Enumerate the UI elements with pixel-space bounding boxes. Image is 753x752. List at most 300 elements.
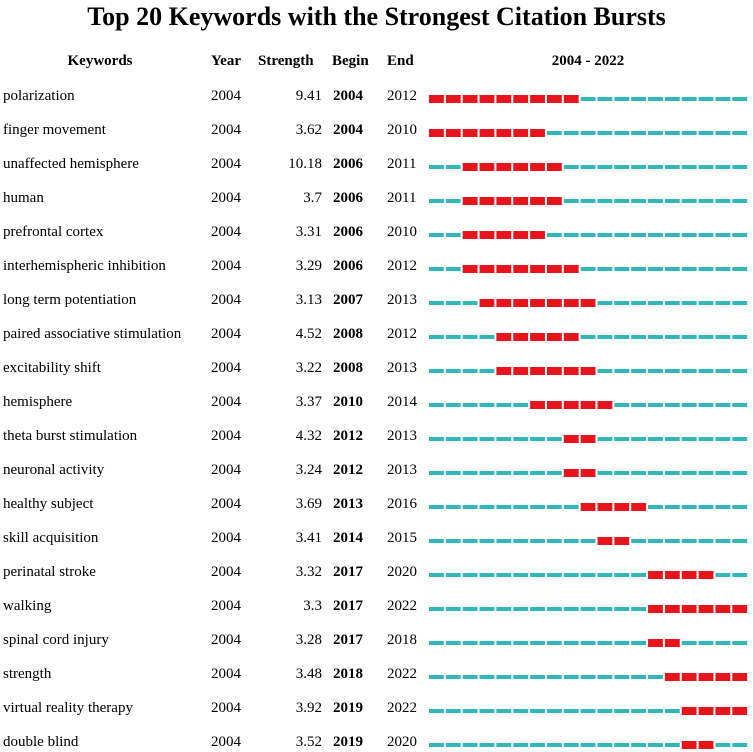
row-1-year-2016-segment [631,97,646,101]
row-19-year-2005-segment [446,709,461,713]
row-7-year-2018-segment [665,301,680,305]
row-20-year-2014-segment [598,743,613,747]
header-strength: Strength [258,53,314,69]
row-13-year: 2004 [211,496,241,512]
row-9-year-2018-segment [665,369,680,373]
row-4-year-2015-segment [614,199,629,203]
row-15-year-2011-segment [547,573,562,577]
row-4-year-2007-burst [480,197,495,205]
row-11-year-2017-segment [648,437,663,441]
row-18-year-2018-burst [665,673,680,681]
row-17-year-2004-segment [429,641,444,645]
row-19-end: 2022 [387,700,417,716]
row-20-year-2005-segment [446,743,461,747]
row-5-year-2004-segment [429,233,444,237]
row-16-year-2013-segment [581,607,596,611]
row-1-year-2014-segment [598,97,613,101]
row-15-keyword: perinatal stroke [3,564,96,580]
row-19-year-2007-segment [480,709,495,713]
row-17-keyword: spinal cord injury [3,632,109,648]
row-10-begin: 2010 [333,394,363,410]
row-10-year: 2004 [211,394,241,410]
row-7-end: 2013 [387,292,417,308]
row-4-year: 2004 [211,190,241,206]
row-5-year-2006-burst [463,231,478,239]
row-19-year-2010-segment [530,709,545,713]
row-17-year-2022-segment [732,641,747,645]
row-6-year-2012-burst [564,265,579,273]
row-12-keyword: neuronal activity [3,462,105,478]
row-8-year-2017-segment [648,335,663,339]
row-5-year-2011-segment [547,233,562,237]
row-7-year-2005-segment [446,301,461,305]
row-3-year-2009-burst [513,163,528,171]
row-15-year-2017-burst [648,571,663,579]
row-9-year-2022-segment [732,369,747,373]
row-16-year-2012-segment [564,607,579,611]
row-16-year-2007-segment [480,607,495,611]
row-20-year-2009-segment [513,743,528,747]
row-4-keyword: human [3,190,44,206]
row-13-year-2010-segment [530,505,545,509]
row-10-year-2021-segment [715,403,730,407]
row-16-year-2008-segment [496,607,511,611]
row-19-year-2013-segment [581,709,596,713]
row-5-year-2012-segment [564,233,579,237]
row-5-end: 2010 [387,224,417,240]
row-3-year-2021-segment [715,165,730,169]
row-3-year-2004-segment [429,165,444,169]
row-20-year-2011-segment [547,743,562,747]
row-6-year-2004-segment [429,267,444,271]
row-3-year-2011-burst [547,163,562,171]
row-17-year-2010-segment [530,641,545,645]
row-6-year-2020-segment [699,267,714,271]
row-8-year-2022-segment [732,335,747,339]
row-13-year-2016-burst [631,503,646,511]
row-19-year-2022-burst [732,707,747,715]
row-3-year-2015-segment [614,165,629,169]
row-8-strength: 4.52 [295,326,322,342]
row-1-strength: 9.41 [295,88,322,104]
row-14-year-2022-segment [732,539,747,543]
row-18-year-2009-segment [513,675,528,679]
row-18-year-2014-segment [598,675,613,679]
row-14-year-2006-segment [463,539,478,543]
row-11-year-2022-segment [732,437,747,441]
row-12-year-2010-segment [530,471,545,475]
row-5-year-2021-segment [715,233,730,237]
row-10-year-2008-segment [496,403,511,407]
row-12-year: 2004 [211,462,241,478]
row-13-end: 2016 [387,496,417,512]
row-18-end: 2022 [387,666,417,682]
row-15-year-2015-segment [614,573,629,577]
row-5-year-2013-segment [581,233,596,237]
row-11-year-2020-segment [699,437,714,441]
row-6-strength: 3.29 [295,258,322,274]
row-2-year-2009-burst [513,129,528,137]
row-7-year-2015-segment [614,301,629,305]
row-9-year-2021-segment [715,369,730,373]
row-7-year-2011-burst [547,299,562,307]
row-8-end: 2012 [387,326,417,342]
row-16-year-2018-burst [665,605,680,613]
row-14-year-2010-segment [530,539,545,543]
row-12-year-2005-segment [446,471,461,475]
row-3-year: 2004 [211,156,241,172]
row-8-year-2009-burst [513,333,528,341]
row-11-begin: 2012 [333,428,363,444]
row-13-year-2014-burst [598,503,613,511]
row-3-year-2010-burst [530,163,545,171]
row-19-year-2006-segment [463,709,478,713]
row-10-year-2005-segment [446,403,461,407]
row-1-year-2020-segment [699,97,714,101]
row-15-year-2021-segment [715,573,730,577]
row-19-year-2014-segment [598,709,613,713]
row-15-year-2007-segment [480,573,495,577]
row-1-keyword: polarization [3,88,75,104]
row-4-strength: 3.7 [303,190,322,206]
chart-title: Top 20 Keywords with the Strongest Citation Bursts [87,2,666,31]
row-1-year-2004-burst [429,95,444,103]
row-10-year-2020-segment [699,403,714,407]
row-20-begin: 2019 [333,734,363,750]
row-14-year-2021-segment [715,539,730,543]
row-18-year-2004-segment [429,675,444,679]
row-9-year-2005-segment [446,369,461,373]
row-19-year-2017-segment [648,709,663,713]
row-3-keyword: unaffected hemisphere [3,156,139,172]
row-9-year-2019-segment [682,369,697,373]
row-5-year-2017-segment [648,233,663,237]
row-8-year-2020-segment [699,335,714,339]
row-11-year-2021-segment [715,437,730,441]
header-end: End [387,53,414,69]
row-4-begin: 2006 [333,190,363,206]
row-15-year-2012-segment [564,573,579,577]
row-2-year-2014-segment [598,131,613,135]
row-11-year-2013-burst [581,435,596,443]
row-9-year-2010-burst [530,367,545,375]
row-11-year: 2004 [211,428,241,444]
row-18-strength: 3.48 [295,666,322,682]
row-7-begin: 2007 [333,292,363,308]
row-11-year-2011-segment [547,437,562,441]
row-16-keyword: walking [3,598,52,614]
row-13-strength: 3.69 [295,496,322,512]
row-15-year-2016-segment [631,573,646,577]
row-14-year-2007-segment [480,539,495,543]
row-13-year-2008-segment [496,505,511,509]
row-5-year-2009-burst [513,231,528,239]
header-year: Year [211,53,241,69]
row-8-year-2005-segment [446,335,461,339]
row-8-year-2021-segment [715,335,730,339]
row-2-year-2008-burst [496,129,511,137]
row-13-year-2019-segment [682,505,697,509]
row-15-year-2005-segment [446,573,461,577]
row-10-year-2015-segment [614,403,629,407]
row-19-year-2021-burst [715,707,730,715]
row-14-year-2019-segment [682,539,697,543]
row-3-year-2006-burst [463,163,478,171]
row-15-year-2018-burst [665,571,680,579]
row-10-year-2012-burst [564,401,579,409]
row-5-year-2020-segment [699,233,714,237]
row-11-year-2005-segment [446,437,461,441]
row-7-year-2013-burst [581,299,596,307]
row-14-year-2005-segment [446,539,461,543]
row-17-year-2006-segment [463,641,478,645]
row-20-year: 2004 [211,734,241,750]
row-9-year-2006-segment [463,369,478,373]
row-5-begin: 2006 [333,224,363,240]
row-12-begin: 2012 [333,462,363,478]
row-3-strength: 10.18 [288,156,322,172]
row-9-year-2012-burst [564,367,579,375]
row-12-year-2013-burst [581,469,596,477]
row-4-year-2008-burst [496,197,511,205]
row-8-year-2007-segment [480,335,495,339]
row-2-year-2005-burst [446,129,461,137]
row-1-end: 2012 [387,88,417,104]
row-1-year-2011-burst [547,95,562,103]
row-4-year-2019-segment [682,199,697,203]
row-20-year-2015-segment [614,743,629,747]
row-16-year-2004-segment [429,607,444,611]
row-18-year-2008-segment [496,675,511,679]
row-20-end: 2020 [387,734,417,750]
row-5-year-2008-burst [496,231,511,239]
row-12-year-2004-segment [429,471,444,475]
row-11-year-2014-segment [598,437,613,441]
row-20-year-2007-segment [480,743,495,747]
row-16-begin: 2017 [333,598,363,614]
row-3-year-2017-segment [648,165,663,169]
row-5-year-2018-segment [665,233,680,237]
row-14-year-2012-segment [564,539,579,543]
row-18-keyword: strength [3,666,52,682]
row-6-year-2005-segment [446,267,461,271]
row-6-year-2017-segment [648,267,663,271]
row-12-year-2011-segment [547,471,562,475]
row-7-year-2021-segment [715,301,730,305]
row-13-year-2013-burst [581,503,596,511]
row-19-year-2018-segment [665,709,680,713]
row-4-end: 2011 [387,190,417,206]
row-4-year-2020-segment [699,199,714,203]
row-3-year-2016-segment [631,165,646,169]
row-3-year-2019-segment [682,165,697,169]
row-16-end: 2022 [387,598,417,614]
row-16-year-2009-segment [513,607,528,611]
row-5-year: 2004 [211,224,241,240]
row-13-year-2022-segment [732,505,747,509]
row-8-year-2006-segment [463,335,478,339]
row-15-year-2014-segment [598,573,613,577]
row-6-year-2009-burst [513,265,528,273]
row-1-year-2010-burst [530,95,545,103]
row-20-year-2004-segment [429,743,444,747]
row-15-strength: 3.32 [295,564,322,580]
row-17-year-2007-segment [480,641,495,645]
row-1-year: 2004 [211,88,241,104]
row-18-year-2016-segment [631,675,646,679]
row-7-year-2017-segment [648,301,663,305]
row-18-year-2006-segment [463,675,478,679]
row-11-year-2009-segment [513,437,528,441]
row-7-year-2022-segment [732,301,747,305]
row-16-year-2011-segment [547,607,562,611]
row-13-begin: 2013 [333,496,363,512]
row-20-year-2019-burst [682,741,697,749]
row-18-year-2007-segment [480,675,495,679]
row-16-strength: 3.3 [303,598,322,614]
row-19-year-2004-segment [429,709,444,713]
row-3-year-2018-segment [665,165,680,169]
row-11-strength: 4.32 [295,428,322,444]
row-14-year-2018-segment [665,539,680,543]
row-6-year-2019-segment [682,267,697,271]
row-6-year: 2004 [211,258,241,274]
header-range: 2004 - 2022 [551,53,625,69]
row-20-year-2017-segment [648,743,663,747]
row-5-year-2010-burst [530,231,545,239]
row-2-year-2015-segment [614,131,629,135]
row-8-year-2011-burst [547,333,562,341]
row-17-strength: 3.28 [295,632,322,648]
row-11-year-2010-segment [530,437,545,441]
row-17-year-2020-segment [699,641,714,645]
row-2-year-2021-segment [715,131,730,135]
row-12-year-2015-segment [614,471,629,475]
row-9-keyword: excitability shift [3,360,101,376]
row-2-year-2007-burst [480,129,495,137]
row-17-year-2005-segment [446,641,461,645]
row-10-end: 2014 [387,394,417,410]
row-20-year-2020-burst [699,741,714,749]
row-16-year-2017-burst [648,605,663,613]
row-18-year-2017-segment [648,675,663,679]
header-keywords: Keywords [67,53,133,69]
row-2-year: 2004 [211,122,241,138]
row-1-year-2013-segment [581,97,596,101]
row-19-year-2016-segment [631,709,646,713]
row-18-year-2011-segment [547,675,562,679]
row-13-year-2012-segment [564,505,579,509]
row-18-year-2012-segment [564,675,579,679]
row-5-year-2019-segment [682,233,697,237]
row-17-year-2012-segment [564,641,579,645]
row-3-year-2022-segment [732,165,747,169]
row-17-year-2021-segment [715,641,730,645]
row-6-year-2016-segment [631,267,646,271]
row-5-year-2015-segment [614,233,629,237]
row-7-year-2016-segment [631,301,646,305]
row-7-year-2020-segment [699,301,714,305]
row-18-year-2010-segment [530,675,545,679]
row-9-year-2008-burst [496,367,511,375]
row-11-year-2004-segment [429,437,444,441]
row-15-year-2009-segment [513,573,528,577]
row-8-year-2008-burst [496,333,511,341]
row-1-year-2022-segment [732,97,747,101]
row-13-year-2006-segment [463,505,478,509]
row-16-year-2006-segment [463,607,478,611]
row-3-year-2014-segment [598,165,613,169]
row-3-year-2007-burst [480,163,495,171]
row-6-begin: 2006 [333,258,363,274]
row-4-year-2022-segment [732,199,747,203]
row-7-year-2010-burst [530,299,545,307]
row-15-year-2020-burst [699,571,714,579]
row-5-year-2007-burst [480,231,495,239]
row-6-year-2015-segment [614,267,629,271]
row-17-year-2014-segment [598,641,613,645]
row-20-year-2016-segment [631,743,646,747]
row-9-year-2004-segment [429,369,444,373]
row-17-year-2011-segment [547,641,562,645]
row-10-keyword: hemisphere [3,394,73,410]
row-8-year-2012-burst [564,333,579,341]
row-2-year-2013-segment [581,131,596,135]
row-7-year-2012-burst [564,299,579,307]
row-16-year-2020-burst [699,605,714,613]
row-11-keyword: theta burst stimulation [3,428,138,444]
row-6-year-2014-segment [598,267,613,271]
row-4-year-2005-segment [446,199,461,203]
row-13-keyword: healthy subject [3,496,94,512]
row-14-year-2015-burst [614,537,629,545]
row-20-strength: 3.52 [295,734,322,750]
row-14-year-2017-segment [648,539,663,543]
header-begin: Begin [332,53,369,69]
row-8-year-2014-segment [598,335,613,339]
row-13-year-2009-segment [513,505,528,509]
row-9-year-2016-segment [631,369,646,373]
row-15-year: 2004 [211,564,241,580]
row-3-year-2012-segment [564,165,579,169]
row-14-end: 2015 [387,530,417,546]
row-19-year-2011-segment [547,709,562,713]
row-15-end: 2020 [387,564,417,580]
row-1-year-2006-burst [463,95,478,103]
row-10-year-2019-segment [682,403,697,407]
row-14-year-2014-burst [598,537,613,545]
row-8-year-2010-burst [530,333,545,341]
row-9-year: 2004 [211,360,241,376]
row-12-year-2008-segment [496,471,511,475]
row-11-year-2006-segment [463,437,478,441]
row-9-year-2017-segment [648,369,663,373]
row-20-year-2006-segment [463,743,478,747]
row-15-year-2019-burst [682,571,697,579]
row-6-year-2021-segment [715,267,730,271]
row-10-year-2017-segment [648,403,663,407]
row-17-year-2009-segment [513,641,528,645]
row-11-end: 2013 [387,428,417,444]
row-12-year-2014-segment [598,471,613,475]
row-17-year-2019-segment [682,641,697,645]
row-17-year-2016-segment [631,641,646,645]
row-8-year-2016-segment [631,335,646,339]
row-13-year-2004-segment [429,505,444,509]
row-10-year-2009-segment [513,403,528,407]
row-15-year-2010-segment [530,573,545,577]
row-10-year-2007-segment [480,403,495,407]
